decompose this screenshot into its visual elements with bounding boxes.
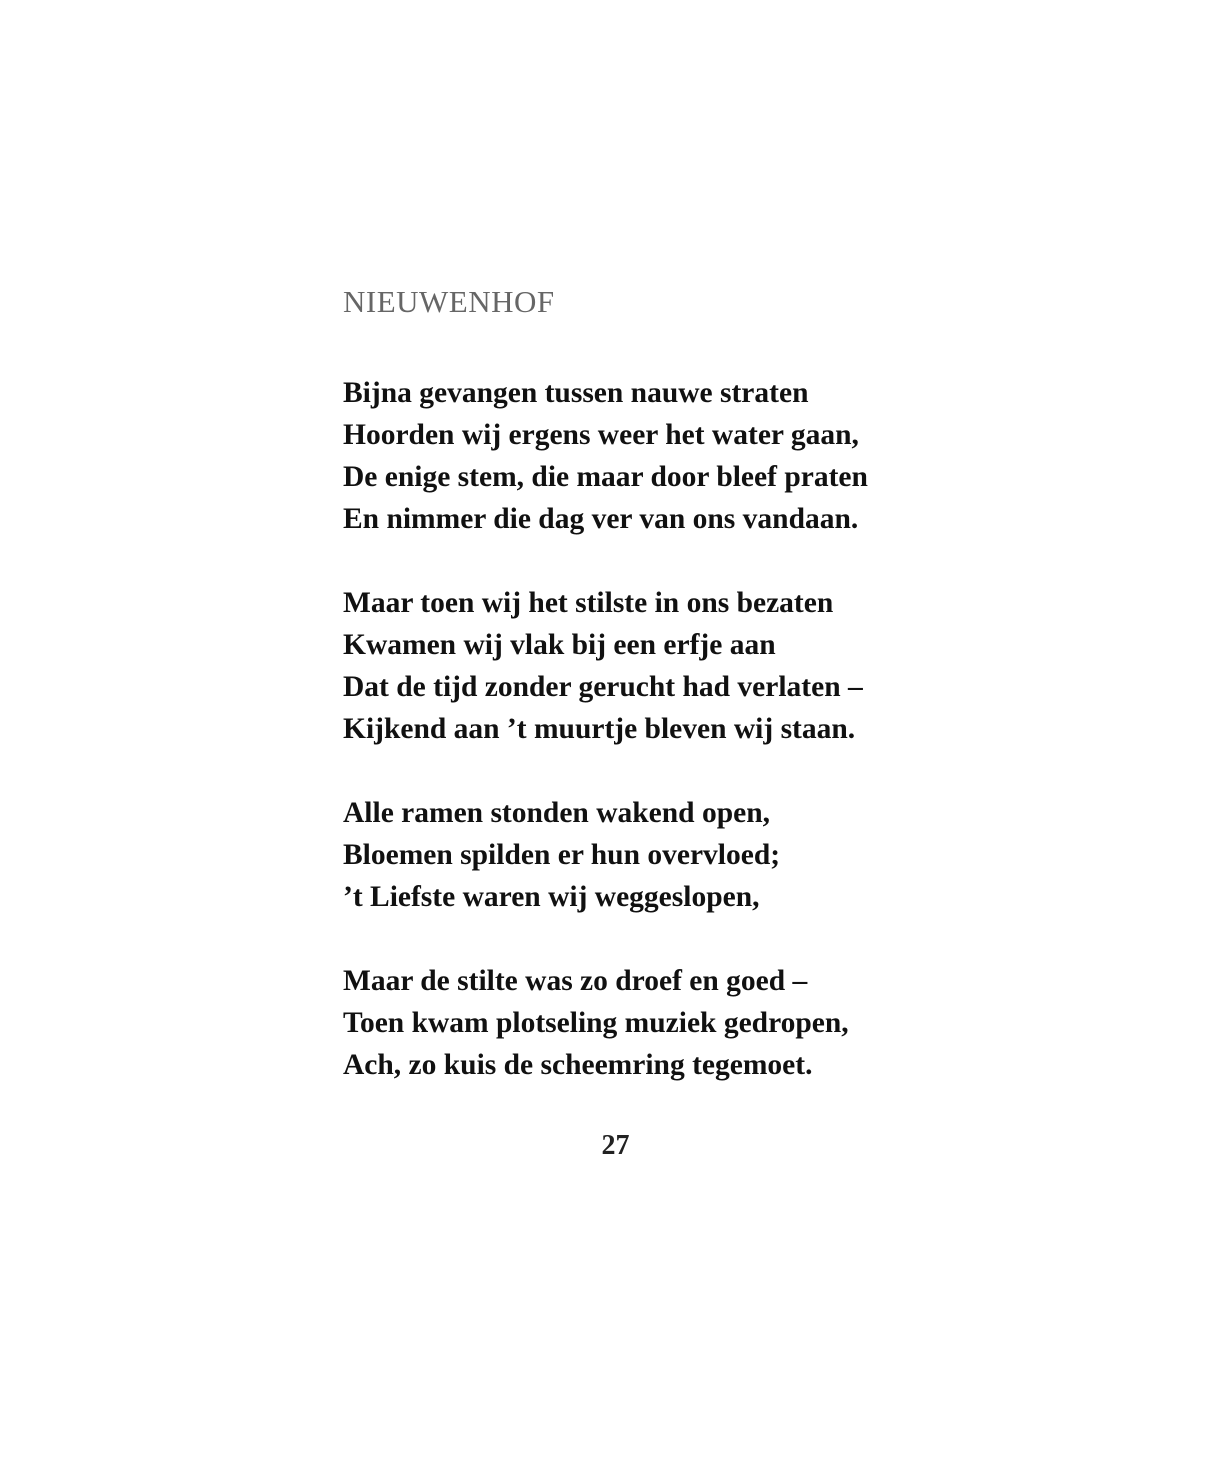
poem-line: Maar de stilte was zo droef en goed – <box>343 965 808 997</box>
poem-title: NIEUWENHOF <box>343 284 555 319</box>
poem-line: Dat de tijd zonder gerucht had verlaten – <box>343 671 863 703</box>
poem-line: Toen kwam plotseling muziek gedropen, <box>343 1007 849 1039</box>
stanza-4 <box>343 960 983 1086</box>
poem-line: Bloemen spilden er hun overvloed; <box>343 839 781 871</box>
stanza-1 <box>343 372 983 540</box>
stanza-2 <box>343 582 983 750</box>
poem-line: Hoorden wij ergens weer het water gaan, <box>343 419 859 451</box>
poem-line: En nimmer die dag ver van ons vandaan. <box>343 503 859 535</box>
poem-body <box>343 372 983 1128</box>
poem-line: Maar toen wij het stilste in ons bezaten <box>343 587 834 619</box>
poem-line: De enige stem, die maar door bleef praten <box>343 461 868 493</box>
poem-line: Bijna gevangen tussen nauwe straten <box>343 377 809 409</box>
page-number: 27 <box>601 1130 630 1161</box>
poem-line: Kijkend aan ’t muurtje bleven wij staan. <box>343 713 856 745</box>
poem-line: Alle ramen stonden wakend open, <box>343 797 770 829</box>
poem-line: Ach, zo kuis de scheemring tegemoet. <box>343 1049 813 1081</box>
poem-line: ’t Liefste waren wij weggeslopen, <box>343 881 760 913</box>
poem-line: Kwamen wij vlak bij een erfje aan <box>343 629 776 661</box>
stanza-3 <box>343 792 983 918</box>
